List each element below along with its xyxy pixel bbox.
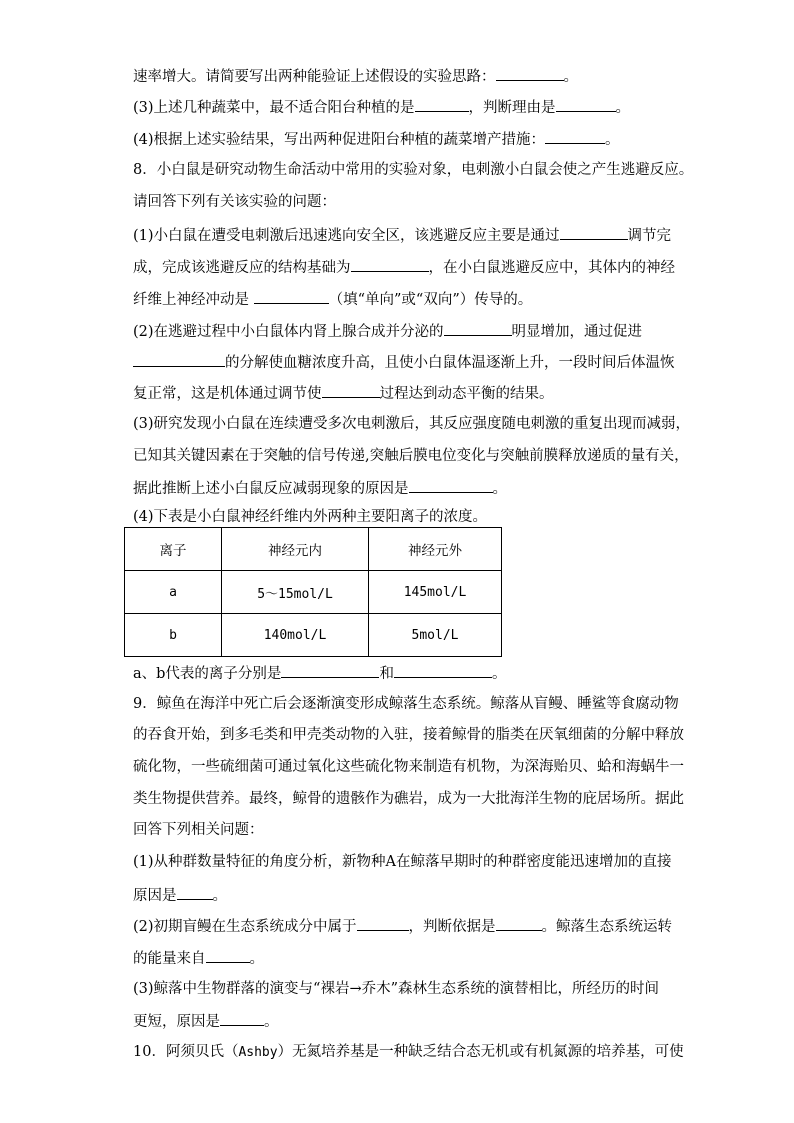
text: a、b代表的离子分别是 — [133, 666, 282, 682]
answer-blank[interactable] — [322, 382, 380, 398]
table-cell: 5～15mol/L — [222, 571, 369, 614]
table-header-cell: 神经元外 — [369, 528, 502, 571]
text: ）无氮培养基是一种缺乏结合态无机或有机氮源的培养基，可使 — [277, 1044, 684, 1060]
text: 。鲸落生态系统运转 — [541, 919, 673, 935]
answer-blank[interactable] — [560, 224, 628, 240]
text-line — [133, 915, 672, 937]
answer-blank[interactable] — [357, 915, 409, 931]
answer-blank[interactable] — [220, 1010, 264, 1026]
text-line — [133, 192, 336, 212]
question-10-stem — [133, 1042, 684, 1063]
text-line — [133, 128, 620, 150]
question-9-stem — [133, 694, 679, 714]
text: ，在小白鼠逃避反应中，其体内的神经 — [428, 260, 675, 276]
text: 复正常，这是机体通过调节使 — [133, 386, 322, 402]
table-cell: 140mol/L — [222, 614, 369, 657]
table-row — [125, 614, 502, 657]
text: 。 — [492, 481, 507, 497]
text: 已知其关键因素在于突触的信号传递,突触后膜电位变化与突触前膜释放递质的量有关， — [133, 448, 689, 464]
text: 。 — [264, 1014, 279, 1030]
table-row — [125, 571, 502, 614]
text: 8．小白鼠是研究动物生命活动中常用的实验对象，电刺激小白鼠会使之产生逃避反应。 — [133, 162, 694, 178]
table-header-cell: 离子 — [125, 528, 222, 571]
answer-blank[interactable] — [281, 662, 379, 678]
text: 。 — [605, 132, 620, 148]
text-line — [133, 446, 689, 466]
text: 速率增大。请简要写出两种能验证上述假设的实验思路： — [133, 69, 496, 85]
text-line — [133, 414, 690, 434]
ion-concentration-table — [124, 527, 502, 657]
table-cell: 5mol/L — [369, 614, 502, 657]
text: 回答下列相关问题： — [133, 822, 264, 838]
text-line — [133, 507, 487, 527]
text: 的分解使血糖浓度升高，且使小白鼠体温逐渐上升，一段时间后体温恢 — [225, 355, 675, 371]
text: 。 — [249, 951, 264, 967]
text-line — [133, 224, 671, 246]
text: ，判断依据是 — [408, 919, 496, 935]
text: 更短，原因是 — [133, 1014, 220, 1030]
text: 。 — [615, 100, 631, 116]
text-line — [133, 65, 578, 87]
text-line — [133, 979, 659, 999]
text: 调节完 — [627, 228, 672, 244]
text: 成，完成该逃避反应的结构基础为 — [133, 260, 351, 276]
text: ，判断理由是 — [468, 100, 556, 116]
text-line — [133, 820, 264, 840]
text: （填“单向”或“双向”）传导的。 — [328, 292, 533, 308]
text: 据此推断上述小白鼠反应减弱现象的原因是 — [133, 481, 409, 497]
text: 纤维上神经冲动是 — [133, 292, 254, 308]
text: 硫化物，一些硫细菌可通过氧化这些硫化物来制造有机物，为深海贻贝、蛤和海蜗牛一 — [133, 759, 684, 775]
text-line — [133, 757, 684, 777]
table-cell: a — [125, 571, 222, 614]
answer-blank[interactable] — [351, 256, 429, 272]
text-line — [133, 852, 672, 872]
text-line — [133, 789, 684, 809]
text-line — [133, 351, 675, 373]
table-cell: b — [125, 614, 222, 657]
text: 10．阿须贝氏（ — [133, 1044, 239, 1060]
text: (1)小白鼠在遭受电刺激后迅速逃向安全区，该逃避反应主要是通过 — [133, 228, 560, 244]
answer-blank[interactable] — [444, 320, 512, 336]
text: Ashby — [238, 1045, 278, 1060]
text-line — [133, 96, 630, 118]
text: (2)初期盲鳗在生态系统成分中属于 — [133, 919, 357, 935]
text-line — [133, 320, 642, 342]
text-line — [133, 256, 675, 278]
text: 的吞食开始，到多毛类和甲壳类动物的入驻，接着鲸骨的脂类在厌氧细菌的分解中释放 — [133, 727, 684, 743]
text-line — [133, 662, 506, 684]
text: (3)上述几种蔬菜中，最不适合阳台种植的是 — [133, 100, 415, 116]
text-line — [133, 477, 507, 499]
text: 9．鲸鱼在海洋中死亡后会逐渐演变形成鲸落生态系统。鲸落从盲鳗、睡鲨等食腐动物 — [133, 696, 679, 712]
table-header-cell: 神经元内 — [222, 528, 369, 571]
table-header-row — [125, 528, 502, 571]
answer-blank[interactable] — [133, 351, 225, 367]
text-line — [133, 382, 554, 404]
text: 请回答下列有关该实验的问题： — [133, 194, 336, 210]
text: 。 — [212, 888, 227, 904]
text: 明显增加，通过促进 — [511, 324, 643, 340]
text: (4)下表是小白鼠神经纤维内外两种主要阳离子的浓度。 — [133, 509, 488, 525]
answer-blank[interactable] — [206, 947, 250, 963]
answer-blank[interactable] — [496, 915, 542, 931]
text: (4)根据上述实验结果，写出两种促进阳台种植的蔬菜增产措施： — [133, 132, 546, 148]
answer-blank[interactable] — [415, 96, 469, 112]
text: (2)在逃避过程中小白鼠体内肾上腺合成并分泌的 — [133, 324, 444, 340]
answer-blank[interactable] — [409, 477, 493, 493]
answer-blank[interactable] — [556, 96, 616, 112]
text: (3)研究发现小白鼠在连续遭受多次电刺激后，其反应强度随电刺激的重复出现而减弱， — [133, 416, 691, 432]
text-line — [133, 725, 684, 745]
answer-blank[interactable] — [545, 128, 605, 144]
text: 的能量来自 — [133, 951, 206, 967]
table-cell: 145mol/L — [369, 571, 502, 614]
answer-blank[interactable] — [394, 662, 492, 678]
answer-blank[interactable] — [177, 884, 213, 900]
text-line — [133, 884, 227, 906]
text: 类生物提供营养。最终，鲸骨的遗骸作为礁岩，成为一大批海洋生物的庇居场所。据此 — [133, 791, 684, 807]
answer-blank[interactable] — [496, 65, 564, 81]
text-line — [133, 1010, 279, 1032]
question-8-stem — [133, 160, 693, 180]
text: 原因是 — [133, 888, 177, 904]
text-line — [133, 288, 532, 310]
text: 和 — [379, 666, 394, 682]
answer-blank[interactable] — [254, 288, 329, 304]
text-line — [133, 947, 264, 969]
text: 。 — [563, 69, 578, 85]
text: (1)从种群数量特征的角度分析，新物种A在鲸落早期时的种群密度能迅速增加的直接 — [133, 854, 672, 870]
text: 。 — [491, 666, 507, 682]
text: (3)鲸落中生物群落的演变与“裸岩→乔木”森林生态系统的演替相比，所经历的时间 — [133, 981, 660, 997]
text: 过程达到动态平衡的结果。 — [379, 386, 554, 402]
